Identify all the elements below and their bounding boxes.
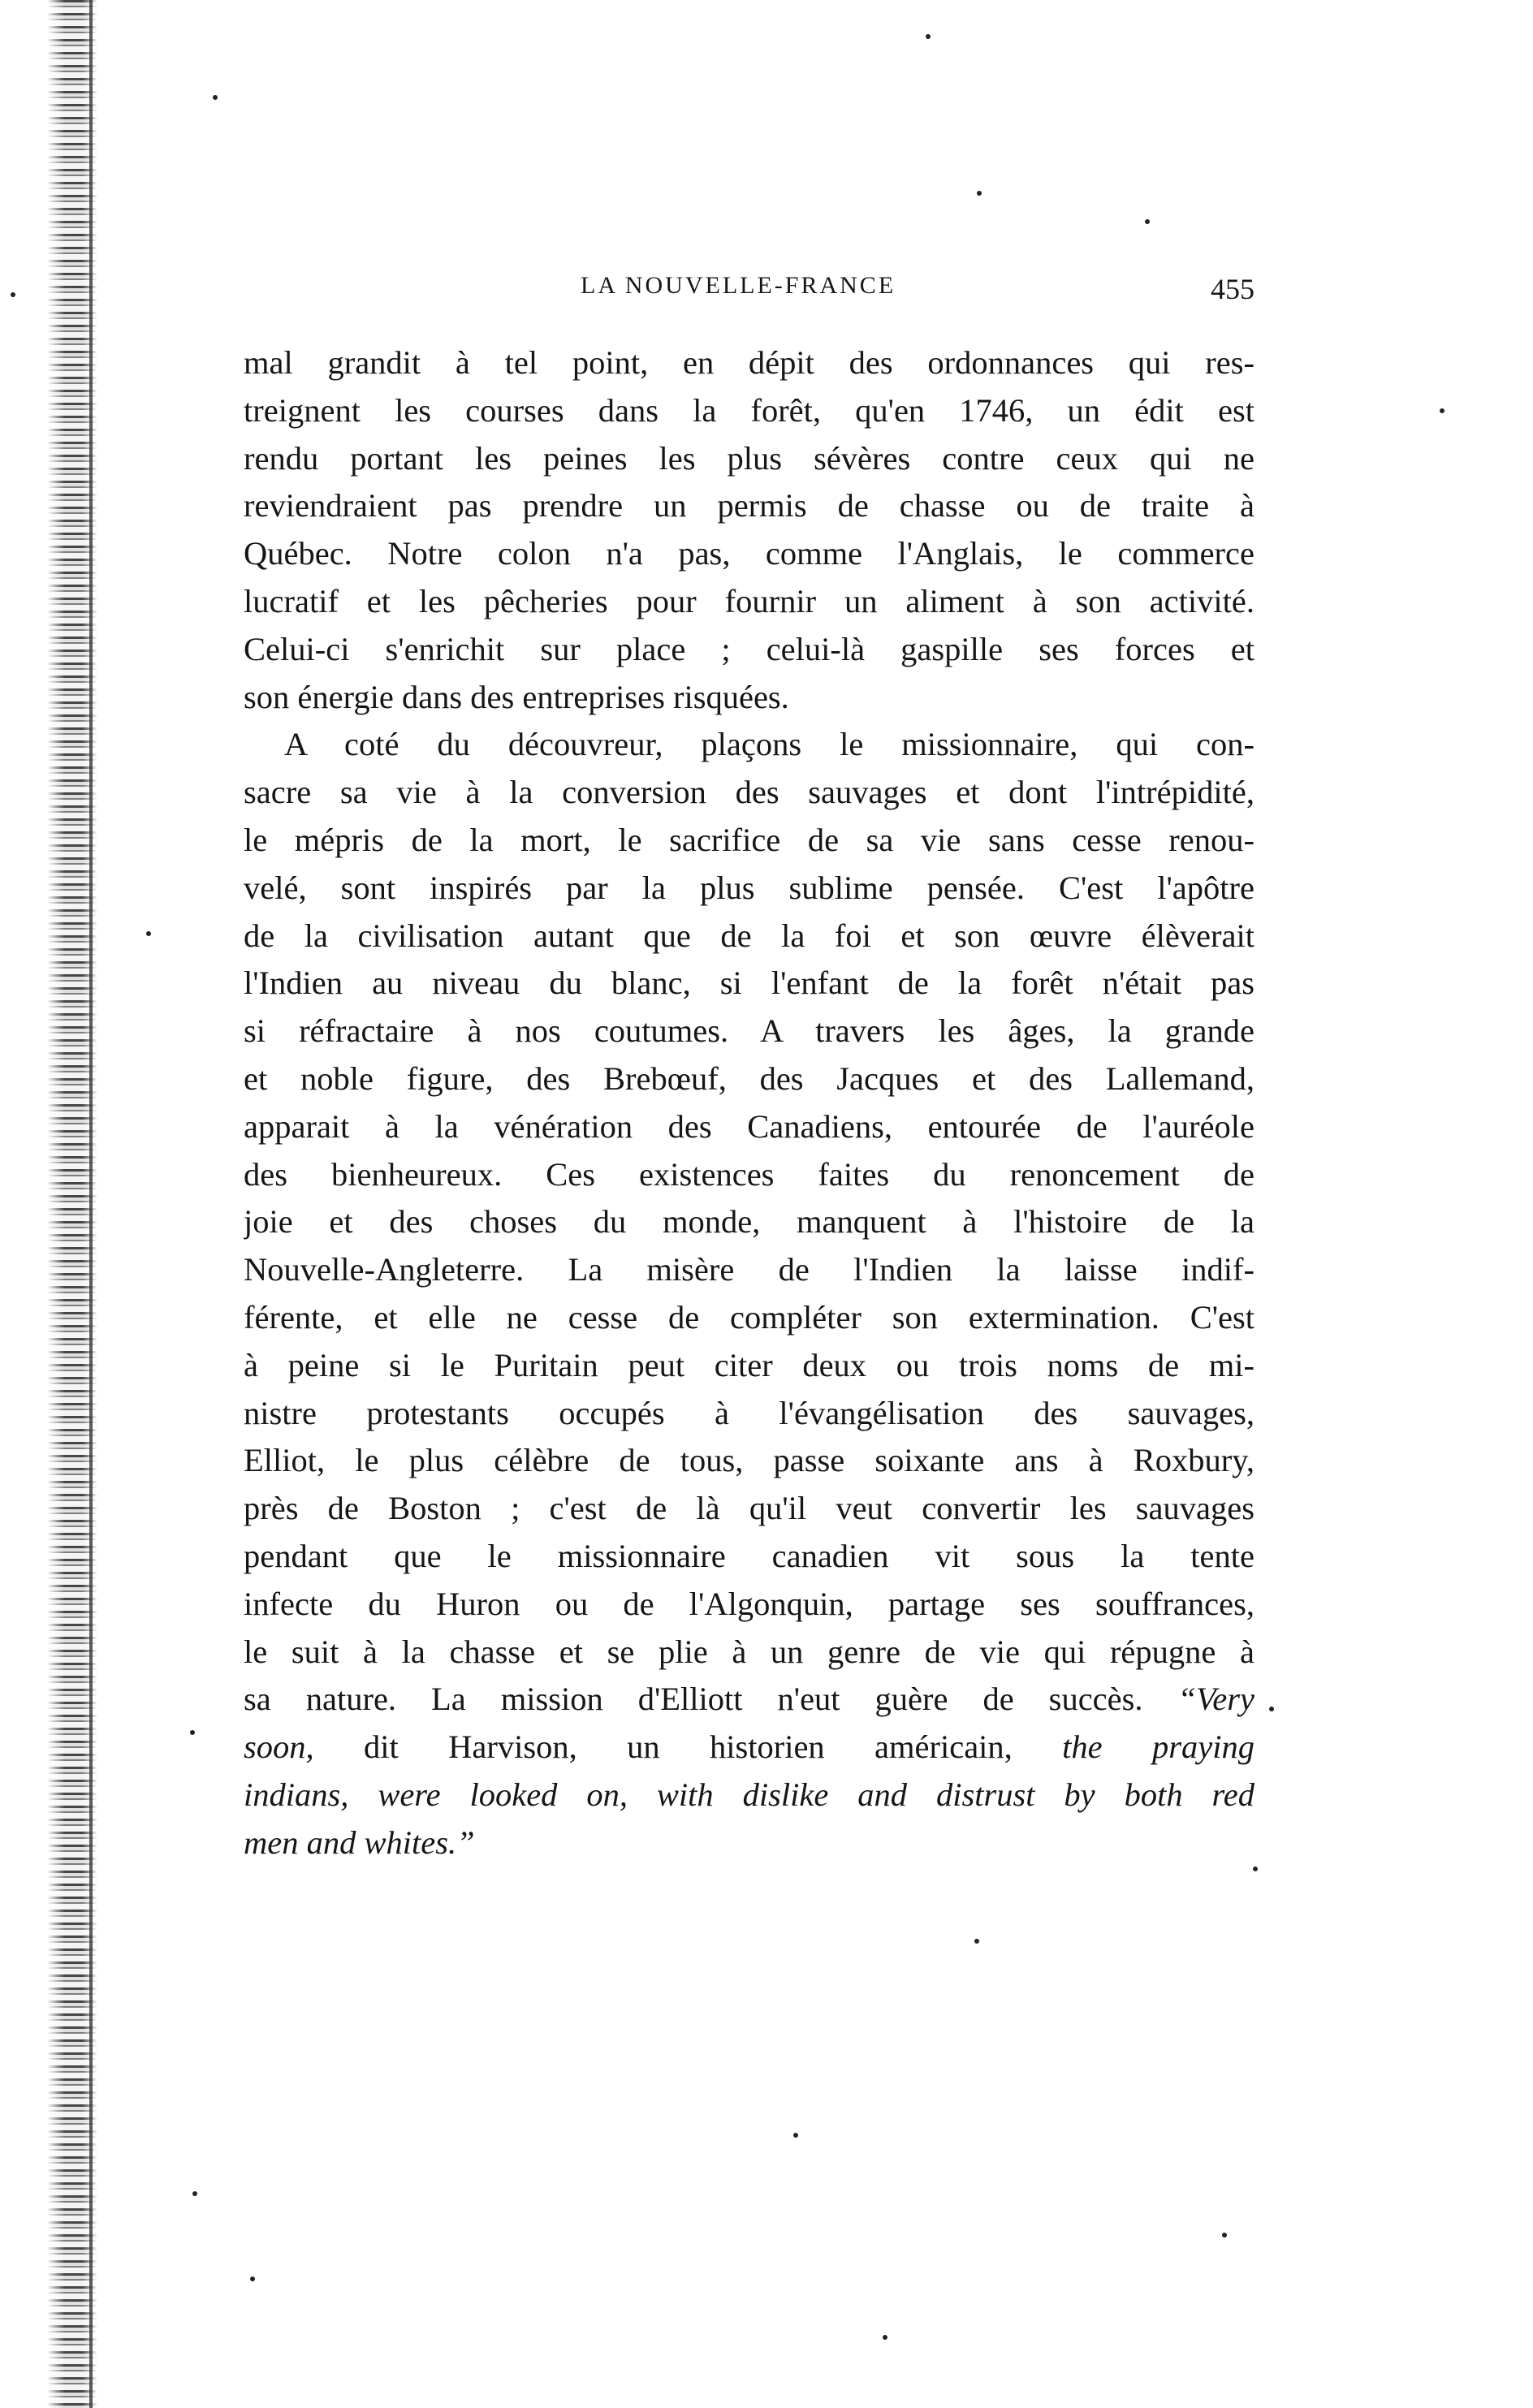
text-line: son énergie dans des entreprises risquées. (244, 678, 789, 715)
text-line: des bienheureux. Ces existences faites du renoncement de (244, 1155, 1254, 1193)
text-line: sacre sa vie à la conversion des sauvages et dont l'intrépidité, (244, 774, 1254, 811)
quote-italic-line: indians, were looked on, with dislike and distrust by both red (244, 1776, 1254, 1813)
scan-speck (1269, 1707, 1274, 1711)
scan-speck (192, 2191, 197, 2196)
text-line: treignent les courses dans la forêt, qu'en 1746, un édit est (244, 391, 1254, 429)
scan-speck (213, 95, 218, 100)
scan-speck (926, 34, 931, 39)
scan-speck (1222, 2233, 1227, 2238)
scan-speck (1253, 1866, 1258, 1871)
quote-italic-segment: soon, (244, 1728, 314, 1766)
body-text (244, 339, 1254, 1867)
running-head (244, 272, 1254, 313)
text-line: le mépris de la mort, le sacrifice de sa vie sans cesse renou- (244, 821, 1254, 858)
text-line: infecte du Huron ou de l'Algonquin, partage ses souffrances, (244, 1585, 1254, 1622)
text-line: férente, et elle ne cesse de compléter son extermination. C'est (244, 1298, 1254, 1336)
scan-speck (1145, 219, 1150, 224)
text-line: Celui-ci s'enrichit sur place ; celui-là gaspille ses forces et (244, 630, 1254, 667)
text-line: près de Boston ; c'est de là qu'il veut convertir les sauvages (244, 1490, 1254, 1527)
text-line: lucratif et les pêcheries pour fournir un aliment à son activité. (244, 582, 1254, 619)
scan-speck (883, 2335, 887, 2340)
text-line: Nouvelle-Angleterre. La misère de l'Indien la laisse indif- (244, 1251, 1254, 1288)
text-line: de la civilisation autant que de la foi et son œuvre élèverait (244, 917, 1254, 954)
text-line: mal grandit à tel point, en dépit des ordonnances qui res- (244, 344, 1254, 381)
text-line: apparait à la vénération des Canadiens, entourée de l'auréole (244, 1107, 1254, 1145)
text-line: Elliot, le plus célèbre de tous, passe soixante ans à Roxbury, (244, 1442, 1254, 1479)
text-line: pendant que le missionnaire canadien vit sous la tente (244, 1537, 1254, 1574)
text-line: le suit à la chasse et se plie à un genre de vie qui répugne à (244, 1633, 1254, 1670)
scan-speck (11, 292, 15, 297)
text-line: velé, sont inspirés par la plus sublime pensée. C'est l'apôtre (244, 869, 1254, 906)
text-line: et noble figure, des Brebœuf, des Jacques et des Lallemand, (244, 1059, 1254, 1097)
text-line-roman-part: sa nature. La mission d'Elliott n'eut guère de succès. (244, 1681, 1143, 1718)
text-line-mixed (244, 1676, 1254, 1724)
quote-italic-line: men and whites.” (244, 1823, 475, 1861)
scan-speck (146, 931, 151, 936)
text-line: A coté du découvreur, plaçons le missionnaire, qui con- (284, 726, 1254, 763)
quote-opening-italic: “Very (1177, 1681, 1254, 1718)
scan-speck (250, 2276, 255, 2281)
scan-speck (190, 1730, 195, 1735)
scan-speck (1440, 408, 1444, 413)
text-line: Québec. Notre colon n'a pas, comme l'Anglais, le commerce (244, 535, 1254, 572)
text-line: reviendraient pas prendre un permis de chasse ou de traite à (244, 487, 1254, 524)
text-line: joie et des choses du monde, manquent à l'histoire de la (244, 1203, 1254, 1241)
running-title: LA NOUVELLE-FRANCE (581, 272, 896, 299)
binding-line-scan-artifact (89, 0, 93, 2408)
text-line: à peine si le Puritain peut citer deux ou trois noms de mi- (244, 1346, 1254, 1383)
attribution-roman-segment: dit Harvison, un historien américain, (313, 1728, 1063, 1766)
text-line-mixed (244, 1724, 1254, 1771)
scan-speck (974, 1939, 979, 1944)
text-line: si réfractaire à nos coutumes. A travers les âges, la grande (244, 1012, 1254, 1050)
text-line: rendu portant les peines les plus sévères contre ceux qui ne (244, 439, 1254, 477)
scan-speck (793, 2133, 798, 2138)
scan-speck (977, 191, 982, 196)
text-line: nistre protestants occupés à l'évangélisation des sauvages, (244, 1394, 1254, 1431)
text-line: l'Indien au niveau du blanc, si l'enfant de la forêt n'était pas (244, 964, 1254, 1002)
quote-italic-segment: the praying (1062, 1728, 1254, 1766)
page-number: 455 (1211, 273, 1254, 305)
